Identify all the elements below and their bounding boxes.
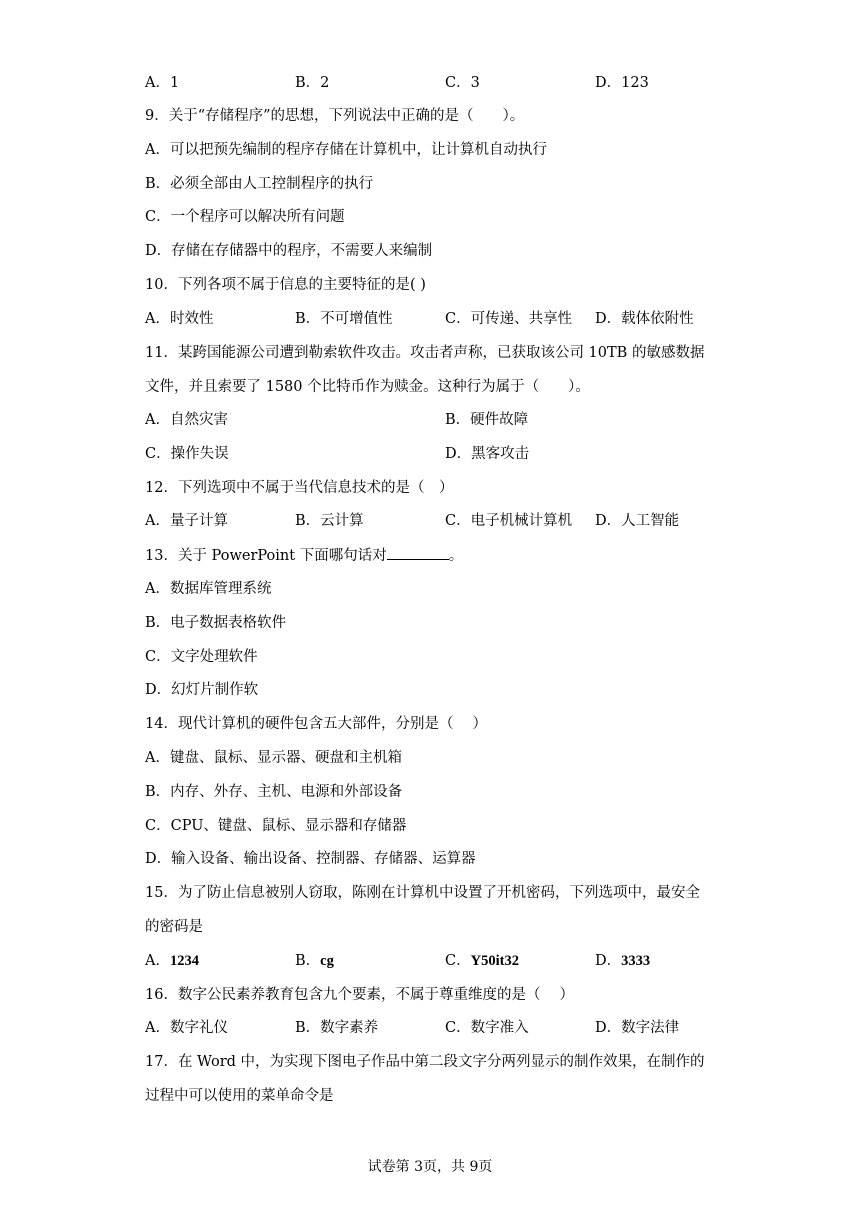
q15-option-d (595, 951, 650, 971)
q13-option-a: A．数据库管理系统 (145, 581, 272, 597)
q8-option-c: C．3 (445, 75, 480, 91)
q14-option-a: A．键盘、鼠标、显示器、硬盘和主机箱 (145, 750, 402, 766)
option-letter: D． (595, 953, 622, 969)
q13-option-b: B．电子数据表格软件 (145, 615, 287, 631)
q17-stem-line1: 17．在 Word 中，为实现下图电子作品中第二段文字分两列显示的制作效果，在制作的 (145, 1054, 705, 1070)
q11-option-d: D．黑客攻击 (445, 446, 530, 462)
q9-stem: 9．关于“存储程序”的思想，下列说法中正确的是（ ）。 (145, 108, 525, 124)
option-value: 1234 (169, 953, 199, 969)
q8-option-d: D．123 (595, 75, 649, 91)
q10-option-b: B．不可增值性 (295, 311, 393, 327)
q14-stem: 14．现代计算机的硬件包含五大部件，分别是（ ） (145, 716, 488, 732)
q11-stem-line1: 11．某跨国能源公司遭到勒索软件攻击。攻击者声称，已获取该公司 10TB 的敏感数据 (145, 345, 705, 361)
q8-option-a: A．1 (145, 75, 180, 91)
q12-option-d: D．人工智能 (595, 513, 680, 529)
q15-option-a (145, 951, 199, 971)
q13-option-c: C．文字处理软件 (145, 649, 258, 665)
q16-option-d: D．数字法律 (595, 1020, 680, 1036)
q9-option-d: D．存储在存储器中的程序，不需要人来编制 (145, 243, 433, 259)
q8-option-b: B．2 (295, 75, 330, 91)
q9-option-c: C．一个程序可以解决所有问题 (145, 209, 345, 225)
q15-stem-line2: 的密码是 (145, 919, 203, 935)
q13-stem-end: 。 (448, 548, 464, 564)
q15-option-c (445, 951, 519, 971)
q16-option-a: A．数字礼仪 (145, 1020, 228, 1036)
q16-option-b: B．数字素养 (295, 1020, 379, 1036)
q12-option-a: A．量子计算 (145, 513, 228, 529)
q14-option-c: C．CPU、键盘、鼠标、显示器和存储器 (145, 818, 407, 834)
q14-option-b: B．内存、外存、主机、电源和外部设备 (145, 784, 403, 800)
q10-option-c: C．可传递、共享性 (445, 311, 573, 327)
q11-option-a: A．自然灾害 (145, 412, 228, 428)
option-letter: B． (295, 953, 321, 969)
option-letter: A． (145, 953, 170, 969)
q9-option-a: A．可以把预先编制的程序存储在计算机中，让计算机自动执行 (145, 142, 547, 158)
option-value: Y50it32 (470, 953, 519, 969)
q13-stem (145, 545, 463, 566)
page-footer: 试卷第 3页，共 9页 (367, 1159, 493, 1175)
q12-option-c: C．电子机械计算机 (445, 513, 573, 529)
q11-option-c: C．操作失误 (145, 446, 229, 462)
q12-stem: 12．下列选项中不属于当代信息技术的是（ ） (145, 480, 454, 496)
q10-option-d: D．载体依附性 (595, 311, 694, 327)
q11-stem-line2: 文件，并且索要了 1580 个比特币作为赎金。这种行为属于（ ）。 (145, 379, 590, 395)
option-value: cg (320, 953, 334, 969)
q9-option-b: B．必须全部由人工控制程序的执行 (145, 176, 374, 192)
q17-stem-line2: 过程中可以使用的菜单命令是 (145, 1088, 334, 1104)
q15-option-b (295, 951, 334, 971)
q15-stem-line1: 15．为了防止信息被别人窃取，陈刚在计算机中设置了开机密码，下列选项中，最安全 (145, 885, 700, 901)
q12-option-b: B．云计算 (295, 513, 364, 529)
option-value: 3333 (621, 953, 651, 969)
q13-option-d: D．幻灯片制作软 (145, 682, 259, 698)
q10-stem: 10．下列各项不属于信息的主要特征的是( ) (145, 277, 426, 293)
q13-stem-text: 13．关于 PowerPoint 下面哪句话对 (145, 548, 387, 564)
option-letter: C． (445, 953, 471, 969)
q11-option-b: B．硬件故障 (445, 412, 529, 428)
q14-option-d: D．输入设备、输出设备、控制器、存储器、运算器 (145, 851, 476, 867)
answer-blank (387, 545, 449, 560)
q16-option-c: C．数字准入 (445, 1020, 529, 1036)
q16-stem: 16．数字公民素养教育包含九个要素，不属于尊重维度的是（ ） (145, 987, 575, 1003)
q10-option-a: A．时效性 (145, 311, 214, 327)
